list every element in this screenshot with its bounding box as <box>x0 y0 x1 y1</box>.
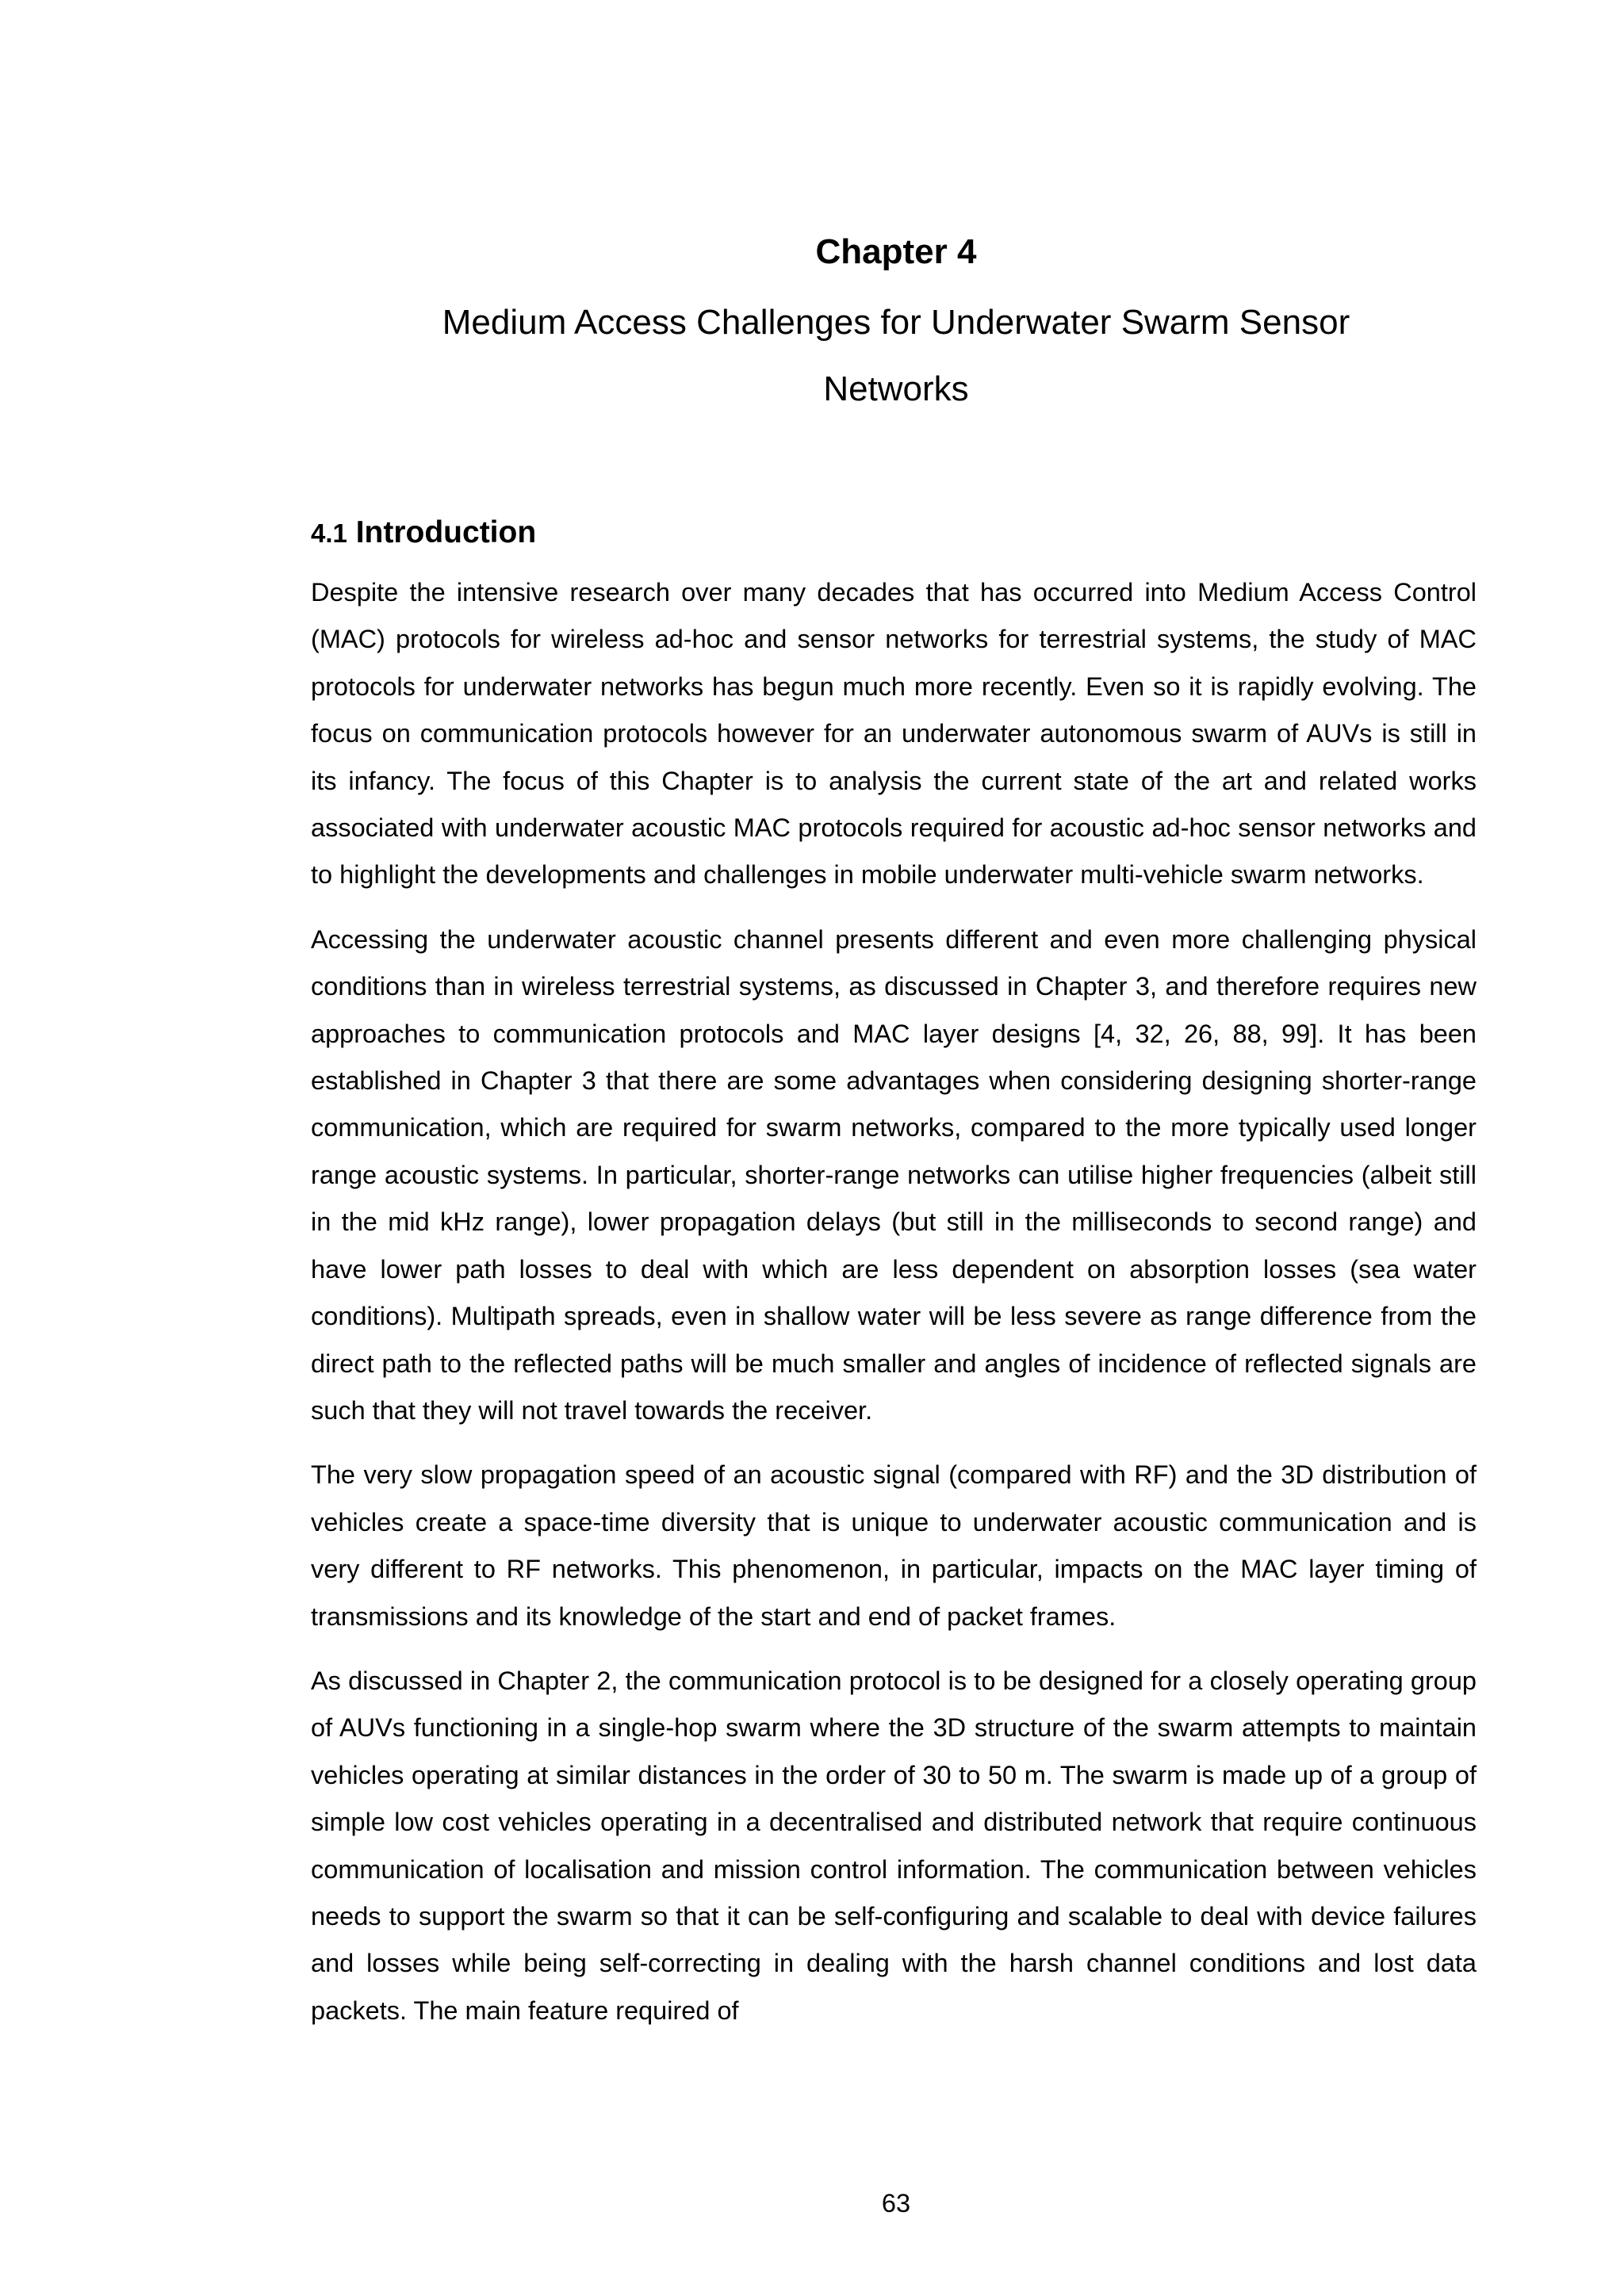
paragraph-1: Despite the intensive research over many decades that has occurred into Medium Access Control (MAC) protocols for wireless ad-hoc and sensor networks for terrestrial systems, the study of MAC protocols for underwater networks has begun much more recently. Even so it is rapidly evolving. The focus on communication protocols however for an underwater autonomous swarm of AUVs is still in its infancy. The focus of this Chapter is to analysis the current state of the art and related works associated with underwater acoustic MAC protocols required for acoustic ad-hoc sensor networks and to highlight the developments and challenges in mobile underwater multi-vehicle swarm networks. <box>311 578 1477 890</box>
paragraph-3: The very slow propagation speed of an acoustic signal (compared with RF) and the 3D distribution of vehicles create a space-time diversity that is unique to underwater acoustic communication and is very different to RF networks. This phenomenon, in particular, impacts on the MAC layer timing of transmissions and its knowledge of the start and end of packet frames. <box>311 1460 1477 1631</box>
section-number: 4.1 <box>311 519 347 548</box>
chapter-title-line-1: Medium Access Challenges for Underwater Swarm Sensor <box>442 303 1350 342</box>
paragraph-4: As discussed in Chapter 2, the communication protocol is to be designed for a closely operating group of AUVs functioning in a single-hop swarm where the 3D structure of the swarm attempts to maintain vehicles operating at similar distances in the order of 30 to 50 m. The swarm is made up of a group of simple low cost vehicles operating in a decentralised and distributed network that require continuous communication of localisation and mission control information. The communication between vehicles needs to support the swarm so that it can be self-configuring and scalable to deal with device failures and losses while being self-correcting in dealing with the harsh channel conditions and lost data packets. The main feature required of <box>311 1666 1477 2025</box>
chapter-title <box>0 289 1624 423</box>
body-text <box>311 569 1477 2052</box>
chapter-title-line-2: Networks <box>823 369 969 408</box>
section-title: Introduction <box>355 515 537 549</box>
page-number: 63 <box>881 2189 911 2218</box>
section-heading <box>311 512 536 554</box>
chapter-label: Chapter 4 <box>815 232 977 271</box>
paragraph-2: Accessing the underwater acoustic channel presents different and even more challenging physical conditions than in wireless terrestrial systems, as discussed in Chapter 3, and therefore requires new approaches to communication protocols and MAC layer designs [4, 32, 26, 88, 99]. It has been established in Chapter 3 that there are some advantages when considering designing shorter-range communication, which are required for swarm networks, compared to the more typically used longer range acoustic systems. In particular, shorter-range networks can utilise higher frequencies (albeit still in the mid kHz range), lower propagation delays (but still in the milliseconds to second range) and have lower path losses to deal with which are less dependent on absorption losses (sea water conditions). Multipath spreads, even in shallow water will be less severe as range difference from the direct path to the reflected paths will be much smaller and angles of incidence of reflected signals are such that they will not travel towards the receiver. <box>311 924 1477 1425</box>
